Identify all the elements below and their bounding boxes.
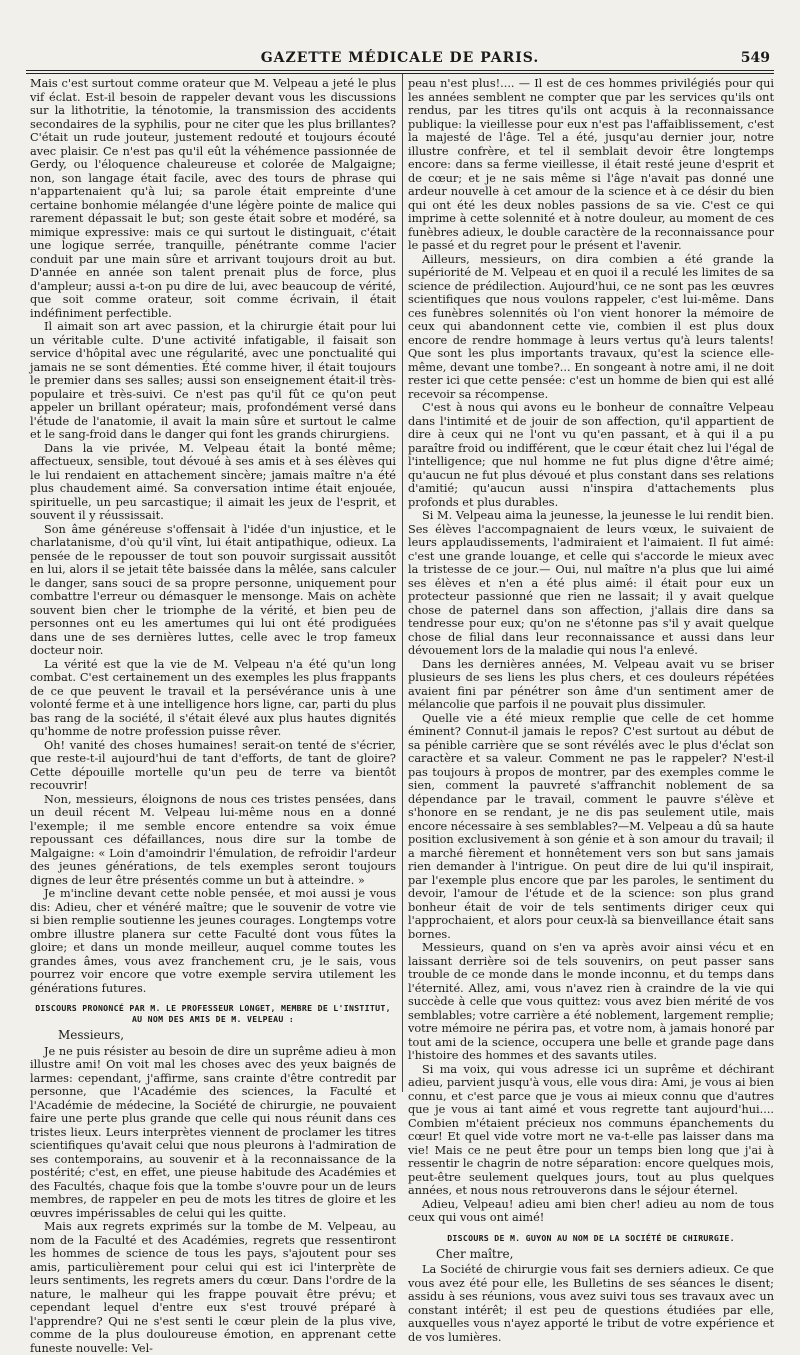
paragraph: Mais c'est surtout comme orateur que M. Velpeau a jeté le plus vif éclat. Est-il besoin de rappeler devant vous les discussions sur la lithotritie, la ténotomie, la transmission des accidents secondaires de la syphilis, pour ne citer que les plus brillantes? C'était un rude jouteur, justement redouté et toujours écouté avec plaisir. Ce n'est pas qu'il eût la véhémence passionnée de Gerdy, ou l'éloquence chaleureuse et colorée de Malgaigne; non, son langage était facile, avec des tours de phrase qui n'appartenaient qu'à lui; sa parole était empreinte d'une certaine bonhomie mélangée d'une légère pointe de malice qui rarement dépassait le but; son geste était sobre et modéré, sa mimique expressive: mais ce qui surtout le distinguait, c'était une logique serrée, tranquille, pénétrante comme l'acier conduit par une main sûre et arrivant toujours droit au but. D'année en année son talent prenait plus de force, plus d'ampleur; aussi a-t-on pu dire de lui, avec beaucoup de vérité, que soit comme orateur, soit comme écrivain, il était indéfiniment perfectible. xyxy=(30,77,396,320)
paragraph: Son âme généreuse s'offensait à l'idée d'un injustice, et le charlatanisme, d'où qu'il vînt, lui était antipathique, odieux. La pensée de le repousser de tout son pouvoir surgissait aussitôt en lui, alors il se jetait tête baissée dans la mêlée, sans calculer le danger, sans souci de sa propre personne, uniquement pour combattre l'erreur ou démasquer le mensonge. Mais on achète souvent bien cher le triomphe de la vérité, et bien peu de personnes ont eu les amertumes qui lui ont été prodiguées dans une de ses dernières luttes, celle avec le trop fameux docteur noir. xyxy=(30,522,396,657)
paragraph: Oh! vanité des choses humaines! serait-on tenté de s'écrier, que reste-t-il aujourd'hui de tant d'efforts, de tant de gloire? Cette dépouille mortelle qu'un peu de terre va bientôt recouvrir! xyxy=(30,738,396,792)
journal-title: GAZETTE MÉDICALE DE PARIS. xyxy=(260,50,540,66)
paragraph: Messieurs, quand on s'en va après avoir ainsi vécu et en laissant derrière soi de tels souvenirs, on peut passer sans trouble de ce monde dans le monde inconnu, et du temps dans l'éternité. Allez, ami, vous n'avez rien à craindre de la vie qui succède à celle que vous quittez: vous avez bien mérité de vos semblables; votre carrière a été noblement, largement remplie; votre mémoire ne périra pas, et votre nom, à jamais honoré par tout ami de la science, occupera une belle et grande page dans l'histoire des hommes et des savants utiles. xyxy=(408,941,774,1062)
left-column xyxy=(30,77,396,1355)
paragraph: Je m'incline devant cette noble pensée, et moi aussi je vous dis: Adieu, cher et vénéré maître; que le souvenir de votre vie si bien remplie soutienne les jeunes courages. Longtemps votre ombre illustre planera sur cette Faculté dont vous fûtes la gloire; et dans un monde meilleur, auquel comme toutes les grandes âmes, vous avez franchement cru, je le sais, vous pourrez voir encore que votre exemple servira utilement les générations futures. xyxy=(30,887,396,995)
paragraph: C'est à nous qui avons eu le bonheur de connaître Velpeau dans l'intimité et de jouir de son affection, qu'il appartient de dire à ceux qui ne l'ont vu qu'en passant, et à qui il a pu paraître froid ou indifférent, que le cœur était chez lui l'égal de l'intelligence; que nul homme ne fut plus digne d'être aimé; qu'aucun ne fut plus dévoué et plus constant dans ses relations d'amitié; qu'aucun aussi n'inspira d'attachements plus profonds et plus durables. xyxy=(408,401,774,509)
paragraph: Adieu, Velpeau! adieu ami bien cher! adieu au nom de tous ceux qui vous ont aimé! xyxy=(408,1197,774,1224)
paragraph: Dans la vie privée, M. Velpeau était la bonté même; affectueux, sensible, tout dévoué à ses amis et à ses élèves qui le lui rendaient en attachement sincère; jamais maître n'a été plus chaudement aimé. Sa conversation intime était enjouée, spirituelle, un peu sarcastique; il aimait les jeux de l'esprit, et souvent il y réussissait. xyxy=(30,441,396,522)
header-rule-double xyxy=(26,73,774,74)
paragraph: Je ne puis résister au besoin de dire un suprême adieu à mon illustre ami! On voit mal les choses avec des yeux baignés de larmes: cependant, j'affirme, sans crainte d'être contredit par personne, que l'Académie des sciences, la Faculté et l'Académie de médecine, la Société de chirurgie, ne pouvaient faire une perte plus grande que celle qui nous réunit dans ces tristes lieux. Leurs interprètes viennent de proclamer les titres scientifiques qu'avait celui que nous pleurons à l'admiration de ses contemporains, au souvenir et à la reconnaissance de la postérité; c'est, en effet, une pieuse habitude des Académies et des Facultés, chaque fois que la tombe s'ouvre pour un de leurs membres, de rappeler en peu de mots les titres de gloire et les œuvres impérissables de celui qui les quitte. xyxy=(30,1044,396,1220)
paragraph: La vérité est que la vie de M. Velpeau n'a été qu'un long combat. C'est certainement un des exemples les plus frappants de ce que peuvent le travail et la persévérance unis à une volonté ferme et à une intelligence hors ligne, car, parti du plus bas rang de la société, il s'était élevé aux plus hautes dignités qu'homme de notre profession puisse rêver. xyxy=(30,657,396,738)
paragraph: Dans les dernières années, M. Velpeau avait vu se briser plusieurs de ses liens les plus chers, et ces douleurs répétées avaient fini par pénétrer son âme d'un sentiment amer de mélancolie que parfois il ne pouvait plus dissimuler. xyxy=(408,657,774,711)
header-rule xyxy=(26,70,774,71)
paragraph: La Société de chirurgie vous fait ses derniers adieux. Ce que vous avez été pour elle, les Bulletins de ses séances le disent; assidu à ses réunions, vous avez suivi tous ses travaux avec un constant intérêt; il est peu de questions étudiées par elle, auxquelles vous n'ayez apporté le tribut de votre expérience et de vos lumières. xyxy=(408,1263,774,1344)
page-number: 549 xyxy=(740,50,770,66)
paragraph: Mais aux regrets exprimés sur la tombe de M. Velpeau, au nom de la Faculté et des Académies, regrets que ressentiront les hommes de science de tous les pays, s'ajoutent pour ses amis, particulièrement pour celui qui est ici l'interprète de leurs sentiments, les regrets amers du cœur. Dans l'ordre de la nature, le malheur qui les frappe pouvait être prévu; et cependant lequel d'entre eux s'est trouvé préparé à l'apprendre? Qui ne s'est senti le cœur plein de la plus vive, comme de la plus douloureuse émotion, en apprenant cette funeste nouvelle: Vel- xyxy=(30,1220,396,1355)
right-column xyxy=(408,77,774,1344)
paragraph: Il aimait son art avec passion, et la chirurgie était pour lui un véritable culte. D'une activité infatigable, il faisait son service d'hôpital avec une régularité, avec une ponctualité qui jamais ne se sont démenties. Été comme hiver, il était toujours le premier dans ses salles; aussi son enseignement était-il très-populaire et très-suivi. Ce n'est pas qu'il fût ce qu'on peut appeler un brillant opérateur; mais, profondément versé dans l'étude de l'anatomie, il avait la main sûre et surtout le calme et le sang-froid dans le danger qui font les grands chirurgiens. xyxy=(30,320,396,441)
paragraph: Ailleurs, messieurs, on dira combien a été grande la supériorité de M. Velpeau et en quoi il a reculé les limites de sa science de prédilection. Aujourd'hui, ce ne sont pas les œuvres scientifiques que nous voulons rappeler, c'est lui-même. Dans ces funèbres solennités où l'on vient honorer la mémoire de ceux qui abandonnent cette vie, combien il est plus doux encore de rendre hommage à leurs vertus qu'à leurs talents! Que sont les plus importants travaux, qu'est la science elle-même, devant une tombe?... En songeant à notre ami, il ne doit rester ici que cette pensée: c'est un homme de bien qui est allé recevoir sa récompense. xyxy=(408,252,774,401)
paragraph: Si M. Velpeau aima la jeunesse, la jeunesse le lui rendit bien. Ses élèves l'accompagnaient de leurs vœux, le suivaient de leurs applaudissements, l'admiraient et l'aimaient. Il fut aimé: c'est une grande louange, et celle qui s'accorde le mieux avec la tristesse de ce jour.— Oui, nul maître n'a plus que lui aimé ses élèves et n'en a été plus aimé: il était pour eux un protecteur passionné que rien ne lassait; il y avait quelque chose de paternel dans son affection, j'allais dire dans sa tendresse pour eux; qu'on ne s'étonne pas s'il y avait quelque chose de filial dans leur reconnaissance et aussi dans leur dévouement lors de la maladie qui nous l'a enlevé. xyxy=(408,509,774,657)
section-heading: DISCOURS PRONONCÉ PAR M. LE PROFESSEUR LONGET, MEMBRE DE L'INSTITUT, AU NOM DES AMIS DE M. VELPEAU : xyxy=(35,1003,391,1024)
paragraph: Quelle vie a été mieux remplie que celle de cet homme éminent? Connut-il jamais le repos? C'est surtout au début de sa pénible carrière que se sont révélés avec le plus d'éclat son caractère et sa valeur. Comment ne pas le rappeler? N'est-il pas toujours à propos de montrer, par des exemples comme le sien, comment la pauvreté s'affranchit noblement de sa dépendance par le travail, comment le pauvre s'élève et s'honore en se rendant, je ne dis pas seulement utile, mais encore nécessaire à ses semblables?—M. Velpeau a dû sa haute position exclusivement à son génie et à son amour du travail; il a marché fièrement et honnêtement vers son but sans jamais rien demander à l'intrigue. On peut dire de lui qu'il inspirait, par l'exemple plus encore que par les paroles, le sentiment du devoir, l'amour de l'étude et de la science: son plus grand bonheur était de voir de tels sentiments diriger ceux qui l'approchaient, et alors pour ceux-là sa bienveillance était sans bornes. xyxy=(408,711,774,941)
paragraph: Non, messieurs, éloignons de nous ces tristes pensées, dans un deuil récent M. Velpeau lui-même nous en a donné l'exemple; il me semble encore entendre sa voix émue repoussant ces défaillances, nous dire sur la tombe de Malgaigne: « Loin d'amoindrir l'émulation, de refroidir l'ardeur des jeunes générations, de tels exemples seront toujours dignes de leur être présentés comme un but à atteindre. » xyxy=(30,792,396,887)
section-heading: DISCOURS DE M. GUYON AU NOM DE LA SOCIÉTÉ DE CHIRURGIE. xyxy=(447,1232,735,1243)
paragraph: peau n'est plus!.... — Il est de ces hommes privilégiés pour qui les années semblent ne compter que par les services qu'ils ont rendus, par les titres qu'ils ont acquis à la reconnaissance publique: la vieillesse pour eux n'est pas l'affaiblissement, c'est la majesté de l'âge. Tel a été, jusqu'au dernier jour, notre illustre confrère, et tel il semblait devoir être longtemps encore: dans sa ferme vieillesse, il était resté jeune d'esprit et de cœur; et je ne sais même si l'âge n'avait pas donné une ardeur nouvelle à cet amour de la science et à ce désir du bien qui ont été les deux nobles passions de sa vie. C'est ce qui imprime à cette solennité et à notre douleur, au moment de ces funèbres adieux, le double caractère de la reconnaissance pour le passé et du regret pour le présent et l'avenir. xyxy=(408,77,774,252)
salutation: Cher maître, xyxy=(436,1246,514,1261)
column-divider xyxy=(402,74,403,1092)
salutation: Messieurs, xyxy=(58,1028,125,1042)
page-header xyxy=(26,50,774,70)
paragraph: Si ma voix, qui vous adresse ici un suprême et déchirant adieu, parvient jusqu'à vous, elle vous dira: Ami, je vous ai bien connu, et c'est parce que je vous ai mieux connu que d'autres que je vous ai tant aimé et vous regrette tant aujourd'hui.... Combien m'étaient précieux nos communs épanchements du cœur! Et quel vide votre mort ne va-t-elle pas laisser dans ma vie! Mais ce ne peut être pour un temps bien long que j'ai à ressentir le chagrin de notre séparation: encore quelques mois, peut-être seulement quelques jours, tout au plus quelques années, et nous nous retrouverons dans le séjour éternel. xyxy=(408,1062,774,1197)
